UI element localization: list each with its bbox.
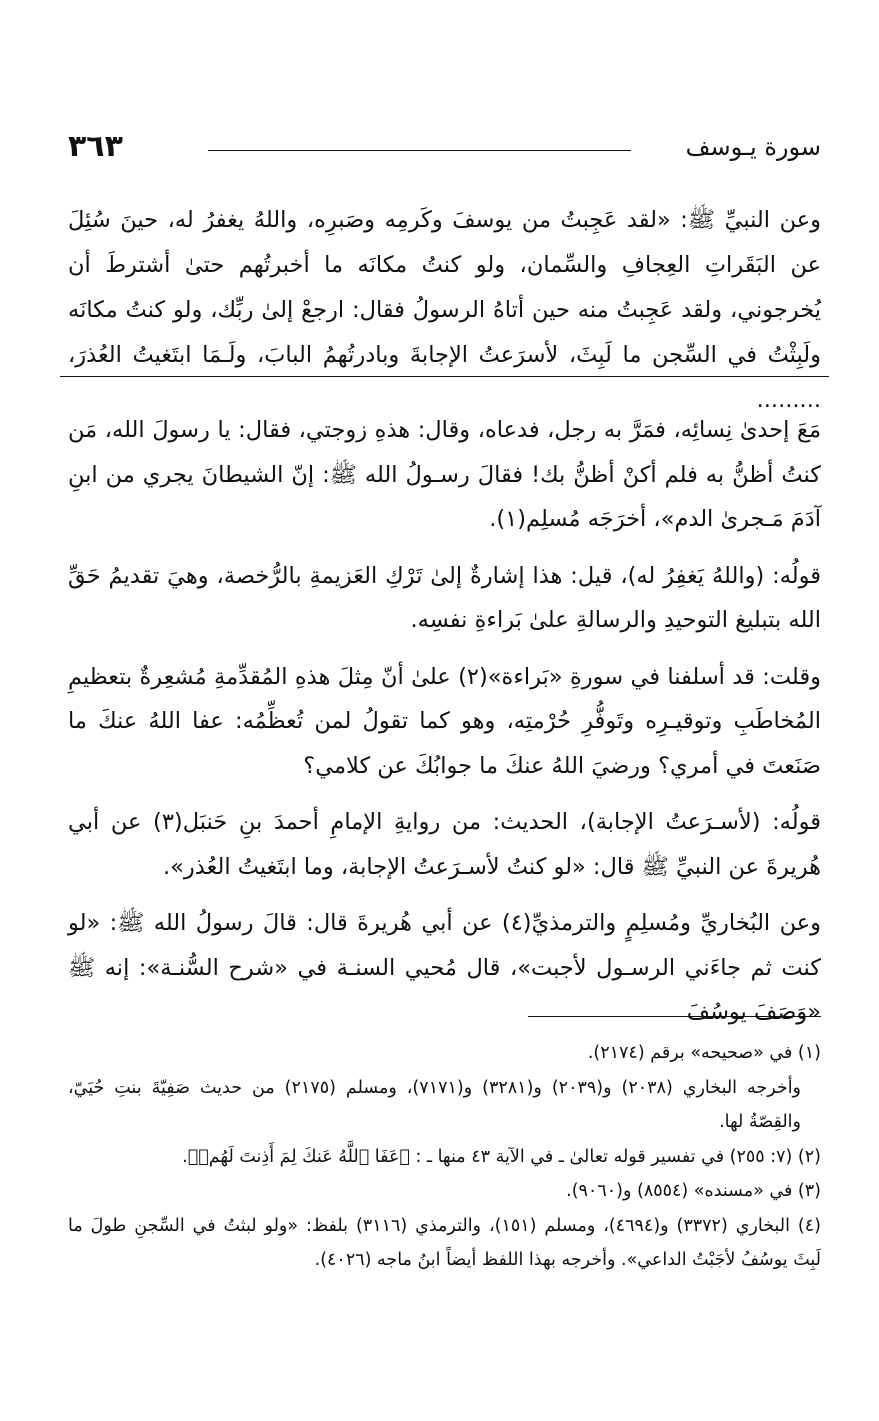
- footnote: (٤) البخاري (٣٣٧٢) و(٤٦٩٤)، ومسلم (١٥١)، والترمذي (٣١١٦) بلفظ: «ولو لبثتُ في السِّجنِ طولَ ما لَبِثَ يوسُفُ لأجَبْتُ الداعي». وأخرجه بهذا اللفظ أيضاً ابنُ ماجه (٤٠٢٦).: [68, 1215, 821, 1270]
- header-rule: [208, 150, 631, 151]
- page-header: [68, 129, 821, 173]
- tafsir-paragraph: وعن النبيِّ ﷺ: «لقد عَجِبتُ من يوسفَ وكَرمِه وصَبرِه، واللهُ يغفرُ له، حينَ سُئِلَ عن البَقَراتِ العِجافِ والسِّمان، ولو كنتُ مكانَه ما أخبرتُهم حتىٰ أشترطَ أن يُخرجوني، ولقد عَجِبتُ منه حين أتاهُ الرسولُ فقال: ارجعْ إلىٰ ربِّك، ولو كنتُ مكانَه ولَبِثْتُ في السِّجن ما لَبِثَ، لأسرَعتُ الإجابةَ وبادرتُهمُ البابَ، ولَـمَا ابتَغيتُ العُذرَ، .........: [68, 207, 821, 413]
- commentary-paragraph: قولُه: (لأسـرَعتُ الإجابة)، الحديث: من روايةِ الإمامِ أحمدَ بنِ حَنبَل(٣) عن أبي هُريرةَ عن النبيِّ ﷺ قال: «لو كنتُ لأسـرَعتُ الإجابة، وما ابتَغيتُ العُذر».: [68, 809, 821, 880]
- footnote-divider: [528, 1016, 821, 1017]
- text-divider: [60, 376, 829, 377]
- commentary-paragraph: وعن البُخاريِّ ومُسلِمٍ والترمذيِّ(٤) عن أبي هُريرةَ قال: قالَ رسولُ الله ﷺ: «لو كنت ثم جاءَني الرسـول لأجبت»، قال مُحيي السنـة في «شرح السُّنـة»: إنه ﷺ «وَصَفَ يوسُفَ: [68, 910, 821, 1025]
- commentary-paragraph: وقلت: قد أسلفنا في سورةِ «بَراءة»(٢) علىٰ أنّ مِثلَ هذهِ المُقدِّمةِ مُشعِرةٌ بتعظيمِ المُخاطَبِ وتوقيـرِه وتَوفُّرِ حُرْمتِه، وهو كما تقولُ لمن تُعظِّمُه: عفا اللهُ عنكَ ما صَنَعتَ في أمري؟ ورضيَ اللهُ عنكَ ما جوابُكَ عن كلامي؟: [68, 663, 821, 779]
- commentary-paragraph: مَعَ إحدىٰ نِسائِه، فمَرَّ به رجل، فدعاه، وقال: هذهِ زوجتي، فقال: يا رسولَ الله، مَن كنتُ أظنُّ به فلم أكنْ أظنُّ بك! فقالَ رسـولُ الله ﷺ: إنّ الشيطانَ يجري من ابنِ آدَمَ مَـجرىٰ الدم»، أخرَجَه مُسلِم(١).: [68, 417, 821, 532]
- commentary-section: [68, 408, 821, 1047]
- tafsir-text: [68, 198, 821, 423]
- footnote-continuation: وأخرجه البخاري (٢٠٣٨) و(٢٠٣٩) و(٣٢٨١) و(٧١٧١)، ومسلم (٢١٧٥) من حديث صَفِيّةَ بنتِ حُيَيّ، والقِصّةُ لها.: [68, 1077, 802, 1132]
- footnote: (٣) في «مسنده» (٨٥٥٤) و(٩٠٦٠).: [566, 1181, 821, 1201]
- page-number: ٣٦٣: [68, 129, 123, 164]
- footnotes-section: [68, 1036, 821, 1278]
- sura-title: سورة يـوسف: [685, 133, 821, 161]
- commentary-paragraph: قولُه: (واللهُ يَغفِرُ له)، قيل: هذا إشارةٌ إلىٰ تَرْكِ العَزيمةِ بالرُّخصة، وهيَ تقديمُ حَقِّ الله بتبليغ التوحيدِ والرسالةِ علىٰ بَراءةِ نفسِه.: [68, 562, 821, 633]
- footnote: (١) في «صحيحه» برقم (٢١٧٤).: [587, 1043, 821, 1063]
- footnote: (٢) (٧: ٢٥٥) في تفسير قوله تعالىٰ ـ في الآية ٤٣ منها ـ : ﴿عَفَا ٱللَّهُ عَنكَ لِمَ أَذِنتَ لَهُمۡ﴾.: [182, 1146, 821, 1167]
